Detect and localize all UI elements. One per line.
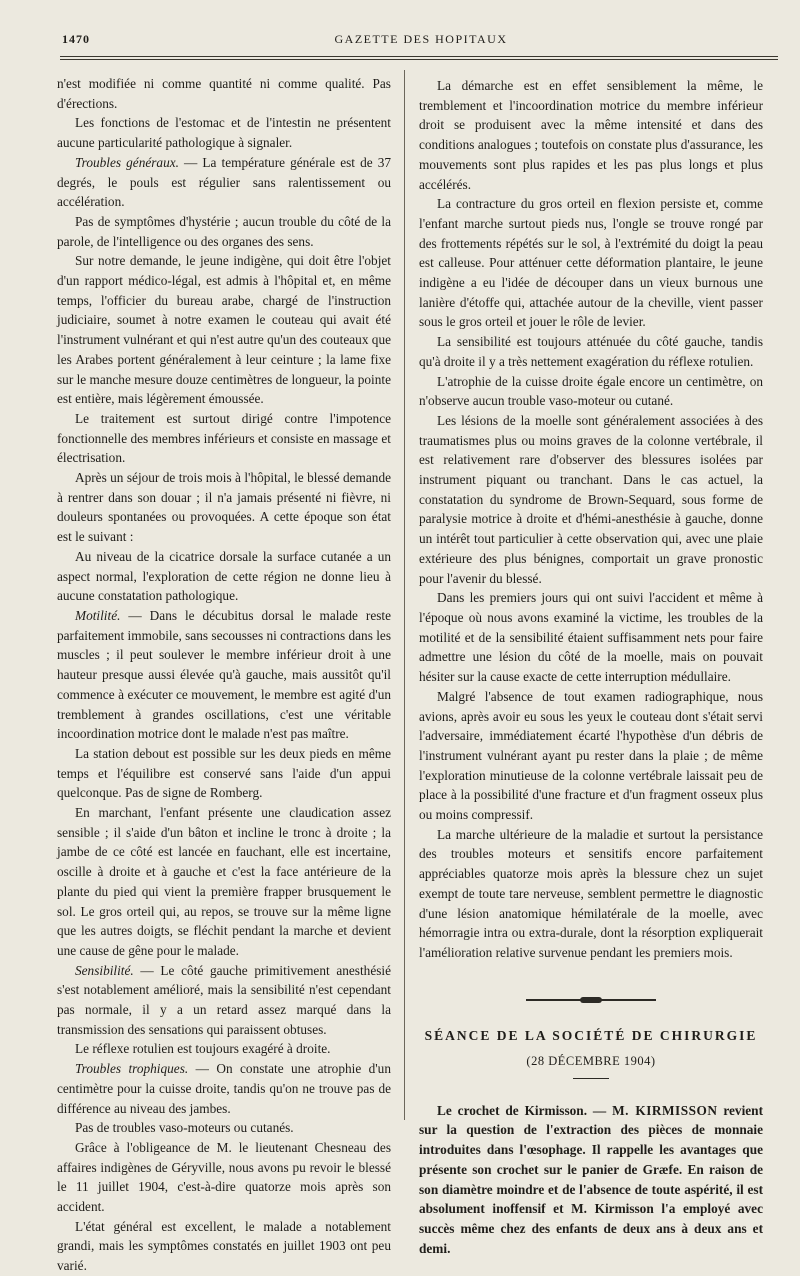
paragraph-text: L'atrophie de la cuisse droite égale encore un centimètre, on n'observe aucun trouble vaso-moteur ou cutané. xyxy=(419,373,763,409)
paragraph-text: Au niveau de la cicatrice dorsale la surface cutanée a un aspect normal, l'exploration de cette région ne donne lieu à aucune constatation pathologique. xyxy=(57,548,391,604)
paragraph xyxy=(57,744,391,803)
section-title: SÉANCE DE LA SOCIÉTÉ DE CHIRURGIE xyxy=(424,1028,758,1044)
paragraph-text: La contracture du gros orteil en flexion persiste et, comme l'enfant marche surtout pieds nus, l'ongle se trouve rongé par des frottements répétés sur le sol, à l'extrémité du doigt la peau est calleuse. Pour atténuer cette déformation plantaire, le jeune indigène a eu l'idée de découper dans un vieux burnous une lanière d'étoffe qui, attachée autour de la cheville, vient passer sous le gros orteil et jouer le rôle de levier. xyxy=(419,196,763,330)
paragraph-text: Pas de troubles vaso-moteurs ou cutanés. xyxy=(75,1120,294,1136)
section-paragraph-dash: — xyxy=(587,1102,613,1118)
left-column xyxy=(57,74,391,1276)
paragraph xyxy=(419,411,763,588)
paragraph-lead: Troubles généraux. xyxy=(75,154,179,170)
section-paragraph xyxy=(419,1101,763,1259)
header-rule xyxy=(60,56,778,57)
paragraph xyxy=(57,1059,391,1118)
paragraph xyxy=(57,1138,391,1217)
paragraph-text: Dans les premiers jours qui ont suivi l'accident et même à l'époque où nous avons examiné la victime, les troubles de la motilité et de la sensibilité étaient suffisamment nets pour faire admettre une lésion du côté de la moelle, mais on pouvait hésiter sur la cause exacte de cette interruption médullaire. xyxy=(419,590,763,685)
paragraph-text: — Dans le décubitus dorsal le malade reste parfaitement immobile, sans secousses ni contractions dans les muscles ; il peut soulever le membre inférieur droit à une hauteur presque aussi élevée qu'à gauche, mais aussitôt qu'il commence à exécuter ce mouvement, le membre est agité d'un tremblement à grandes oscillations, c'est une véritable incoordination motrice dont le malade n'est pas maître. xyxy=(57,607,391,742)
page-header xyxy=(62,30,780,52)
paragraph-text: La sensibilité est toujours atténuée du côté gauche, tandis qu'à droite il y a très nettement exagération du réflexe rotulien. xyxy=(419,334,763,369)
paragraph xyxy=(57,961,391,1040)
paragraph-lead: Sensibilité. xyxy=(75,962,134,978)
paragraph xyxy=(57,606,391,744)
section-paragraph-text: revient sur la question de l'extraction des pièces de monnaie introduites dans l'œsophage. Il rappelle les avantages que présente son crochet sur le panier de Græfe. En raison de son diamètre moindre et de l'absence de toute aspérité, il est absolument inoffensif et M. Kirmisson l'a employé avec succès même chez des enfants de deux ans à deux ans et demi. xyxy=(419,1102,763,1256)
paragraph-lead: Troubles trophiques. xyxy=(75,1061,189,1077)
paragraph xyxy=(419,332,763,371)
paragraph xyxy=(57,1118,391,1138)
paragraph-text: n'est modifiée ni comme quantité ni comme qualité. Pas d'érections. xyxy=(57,76,391,111)
page-number: 1470 xyxy=(62,32,90,46)
paragraph xyxy=(419,194,763,332)
paragraph xyxy=(57,547,391,606)
paragraph xyxy=(57,153,391,212)
running-title: GAZETTE DES HOPITAUX xyxy=(334,32,508,46)
paragraph-text: — La température générale est de 37 degrés, le pouls est régulier sans ralentissement ou accélération. xyxy=(57,154,391,210)
paragraph xyxy=(57,468,391,547)
paragraph xyxy=(419,372,763,411)
section-separator xyxy=(419,989,763,1009)
paragraph-text: Pas de symptômes d'hystérie ; aucun trouble du côté de la parole, de l'intelligence ou des organes des sens. xyxy=(57,213,391,249)
paragraph-text: La station debout est possible sur les deux pieds en même temps et l'équilibre est conservé sans l'aide d'un appui quelconque. Pas de signe de Romberg. xyxy=(57,745,391,801)
paragraph-text: En marchant, l'enfant présente une claudication assez sensible ; il s'aide d'un bâton et incline le tronc à droite ; la jambe de ce côté est lancée en fauchant, elle est incertaine, oscille à droite et à gauche et c'est la face antérieure de la plante du pied qui vient la première frapper brusquement le sol. Le gros orteil qui, au repos, se trouve sur la même ligne que les autres doigts, se fléchit pendant la marche et devient une cause de gêne pour le malade. xyxy=(57,805,391,958)
paragraph-text: — Le côté gauche primitivement anesthésié s'est notablement amélioré, mais la sensibilité n'est cependant pas normale, il y a un retard assez marqué dans la transmission des sensations qui paraissent obtuses. xyxy=(57,962,391,1037)
paragraph xyxy=(57,113,391,152)
header-rule-double xyxy=(60,59,778,60)
paragraph-text: L'état général est excellent, le malade a notablement grandi, mais les symptômes constatés en juillet 1903 ont peu varié. xyxy=(57,1218,391,1274)
paragraph xyxy=(419,687,763,825)
paragraph xyxy=(419,76,763,194)
section-paragraph-lead: Le crochet de Kirmisson. xyxy=(437,1102,588,1118)
paragraph xyxy=(57,74,391,113)
paragraph-text: — On constate une atrophie d'un centimètre pour la cuisse droite, tandis qu'on ne trouve pas de différence au niveau des jambes. xyxy=(57,1061,391,1116)
paragraph-lead: Motilité. xyxy=(75,607,121,623)
paragraph-text: Après un séjour de trois mois à l'hôpital, le blessé demande à rentrer dans son douar ; il n'a jamais présenté ni fièvre, ni douleurs spontanées ou provoquées. A cette époque son état est le suivant : xyxy=(57,470,391,545)
paragraph-text: Grâce à l'obligeance de M. le lieutenant Chesneau des affaires indigènes de Géryville, nous avons pu revoir le blessé le 11 juillet 1904, c'est-à-dire quatorze mois après son accident. xyxy=(57,1139,391,1215)
ornament-rule xyxy=(526,999,656,1001)
paragraph-text: Le traitement est surtout dirigé contre l'impotence fonctionnelle des membres inférieurs et consiste en massage et électrisation. xyxy=(57,410,391,466)
paragraph-text: Le réflexe rotulien est toujours exagéré à droite. xyxy=(75,1041,331,1057)
right-column-body xyxy=(419,76,763,963)
section-paragraph-author: M. KIRMISSON xyxy=(612,1102,718,1118)
section-date: (28 DÉCEMBRE 1904) xyxy=(526,1054,656,1069)
column-divider xyxy=(404,70,405,1120)
paragraph xyxy=(57,251,391,409)
paragraph-text: La marche ultérieure de la maladie et surtout la persistance des troubles moteurs et sensitifs encore parfaitement appréciables quatorze mois après la blessure chez un sujet exempt de toute tare nerveuse, semblent permettre le diagnostic d'une lésion anatomique hémilatérale de la moelle, avec hémorragie intra ou extra-durale, dont la résorption expliquerait l'amélioration relative survenue pendant les premiers mois. xyxy=(419,826,763,960)
paragraph-text: Malgré l'absence de tout examen radiographique, nous avions, après avoir eu sous les yeux le couteau dont s'était servi l'adversaire, immédiatement écarté l'hypothèse d'un débris de l'instrument vulnérant ayant pu rester dans la plaie ; de même l'exploration minutieuse de la colonne vertébrale laissait peu de place à la possibilité d'une fracture et d'un fragment osseux plus ou moins compressif. xyxy=(419,688,763,823)
paragraph xyxy=(419,825,763,963)
short-rule xyxy=(573,1078,609,1079)
paragraph-text: La démarche est en effet sensiblement la même, le tremblement et l'incoordination motrice du membre inférieur droit se produisent avec la même intensité et dans des conditions analogues ; toutefois on constate plus d'assurance, les mouvements sont plus rapides et les pas plus longs et plus accélérés. xyxy=(419,78,763,192)
paragraph xyxy=(419,588,763,687)
paragraph-text: Sur notre demande, le jeune indigène, qui doit être l'objet d'un rapport médico-légal, est admis à l'hôpital et, en même temps, l'officier du bureau arabe, chargé de l'instruction judiciaire, soumet à notre examen le couteau qui avait été l'instrument vulnérant et qui n'est autre qu'un des couteaux que les Arabes portent généralement à leur ceinture ; la lame fixe sur le manche mesure douze centimètres de longueur, la pointe est entière, mais légèrement émoussée. xyxy=(57,253,391,407)
paragraph xyxy=(57,409,391,468)
paragraph-text: Les lésions de la moelle sont généralement associées à des traumatismes plus ou moins graves de la colonne vertébrale, il est relativement rare d'observer des blessures isolées par instrument piquant ou tranchant. Dans le cas actuel, la constatation du syndrome de Brown-Sequard, sous forme de paralysie motrice à droite et d'hémi-anesthésie à gauche, donne un intérêt tout particulier à cette observation qui, avec une plaie extérieure des plus bénignes, comportait un grave pronostic pour l'avenir du blessé. xyxy=(419,412,763,586)
paragraph xyxy=(57,212,391,251)
paragraph xyxy=(57,803,391,961)
paragraph-text: Les fonctions de l'estomac et de l'intestin ne présentent aucune particularité pathologique à signaler. xyxy=(57,115,391,151)
paragraph xyxy=(57,1039,391,1059)
paragraph xyxy=(57,1217,391,1276)
right-column xyxy=(419,76,763,1258)
